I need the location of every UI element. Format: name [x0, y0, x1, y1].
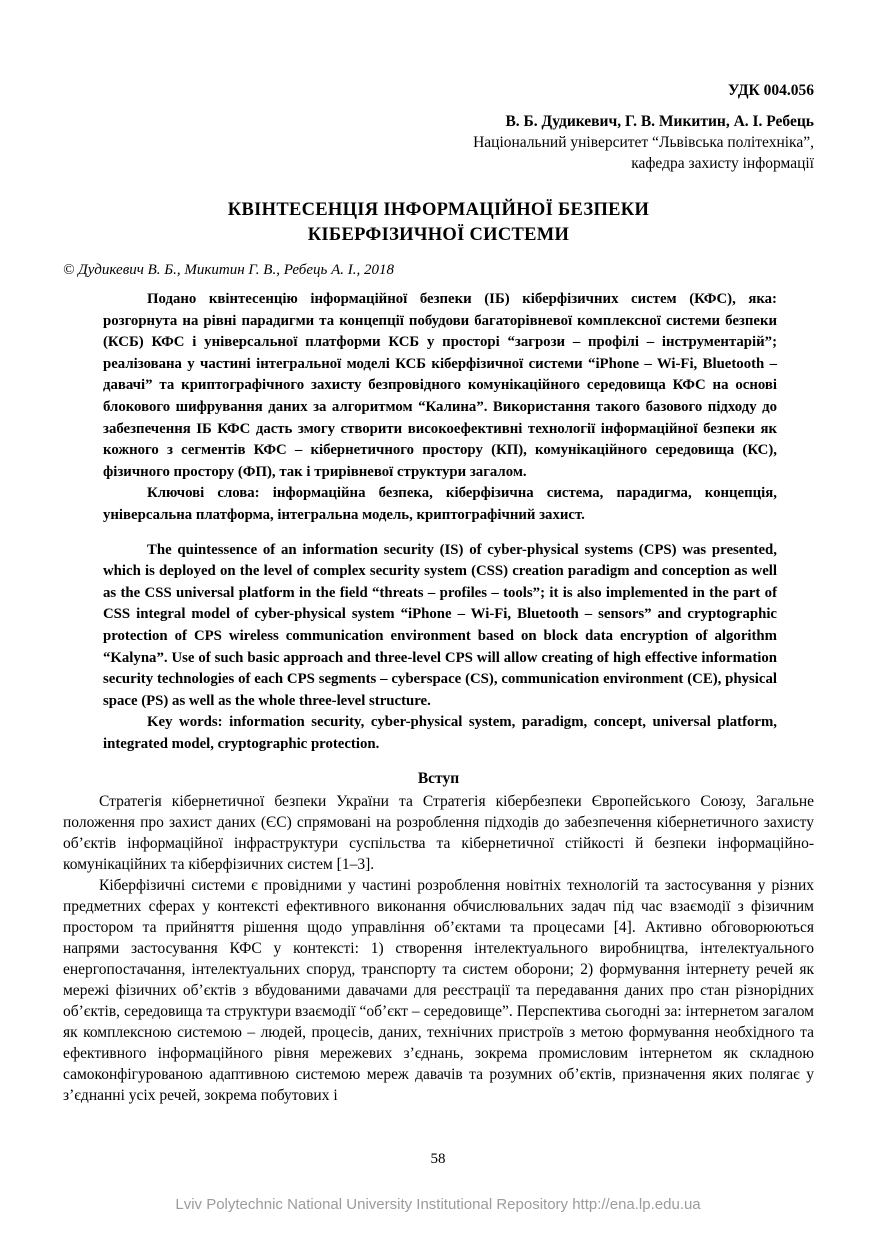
affiliation	[63, 132, 814, 174]
abstract-english	[103, 540, 777, 756]
introduction-text	[63, 791, 814, 1106]
paper-title-line-1: КВІНТЕСЕНЦІЯ ІНФОРМАЦІЙНОЇ БЕЗПЕКИ	[227, 200, 650, 220]
copyright-line: © Дудикевич В. Б., Микитин Г. В., Ребець А. І., 2018	[63, 262, 394, 278]
introduction-paragraph-2: Кіберфізичні системи є провідними у частині розроблення новітніх технологій та застосування у різних предметних сферах у контексті ефективного виконання обчислювальних задач під час взаємодії з фізичним простором та прийняття рішення щодо управління об’єктами та процесами [4]. Активно обговорюються напрями застосування КФС у контексті: 1) створення інтелектуального виробництва, інтелектуального енергопостачання, інтелектуальних споруд, транспорту та систем оборони; 2) формування інтернету речей як мережі фізичних об’єктів з вбудованими давачами для реєстрації та передавання даних про стан різнорідних об’єктів, середовища та структури взаємодії “об’єкт – середовище”. Перспектива сьогодні за: інтернетом загалом як комплексною системою – людей, процесів, даних, технічних пристроїв з метою формування необхідного та ефективного інформаційного рівня мережевих з’єднань, зокрема промисловим інтернетом як складною самоконфігурованою адаптивною системою мереж давачів та розумних об’єктів, призначення яких полягає у з’єднанні усіх речей, зокрема побутових і	[63, 877, 814, 1105]
repository-footer-note: Lviv Polytechnic National University Institutional Repository http://ena.lp.edu.ua	[175, 1196, 701, 1213]
abstract-english-body: The quintessence of an information security (IS) of cyber-physical systems (CPS) was presented, which is deployed on the level of complex security system (CSS) creation paradigm and conception as well as the CSS universal platform in the field “threats – profiles – tools”; it is also implemented in the part of CSS integral model of cyber-physical system “iPhone – Wi-Fi, Bluetooth – sensors” and cryptographic protection of CPS wireless communication environment based on block data encryption of algorithm “Kalyna”. Use of such basic approach and three-level CPS will allow creating of high effective information security technologies of each CPS segments – cyberspace (CS), communication environment (CE), physical space (PS) as well as the whole three-level structure.	[103, 541, 777, 709]
abstract-english-keywords: Key words: information security, cyber-physical system, paradigm, concept, universal platform, integrated model, cryptographic protection.	[103, 714, 777, 752]
section-heading-introduction: Вступ	[417, 770, 460, 788]
affiliation-line-2: кафедра захисту інформації	[631, 155, 814, 172]
paper-title	[63, 198, 814, 248]
udc-code: УДК 004.056	[728, 82, 814, 99]
abstract-ukrainian	[103, 289, 777, 527]
affiliation-line-1: Національний університет “Львівська політехніка”,	[473, 134, 814, 151]
paper-title-line-2: КІБЕРФІЗИЧНОЇ СИСТЕМИ	[307, 225, 570, 245]
introduction-paragraph-1: Стратегія кібернетичної безпеки України та Стратегія кібербезпеки Європейського Союзу, Загальне положення про захист даних (ЄС) спрямовані на розроблення підходів до забезпечення кібернетичного захисту об’єктів інформаційної інфраструктури суспільства та кібернетичної стійкості й безпеки інформаційно-комунікаційних та кіберфізичних систем [1–3].	[63, 793, 814, 874]
authors-line: В. Б. Дудикевич, Г. В. Микитин, А. І. Ребець	[505, 113, 814, 130]
abstract-ukrainian-body: Подано квінтесенцію інформаційної безпеки (ІБ) кіберфізичних систем (КФС), яка: розгорнута на рівні парадигми та концепції побудови багаторівневої комплексної системи безпеки (КСБ) КФС і універсальної платформи КСБ у просторі “загрози – профілі – інструментарій”; реалізована у частині інтегральної моделі КСБ кіберфізичної системи “iPhone – Wi-Fi, Bluetooth – давачі” та криптографічного захисту безпровідного комунікаційного середовища КФС на основі блокового шифрування даних за алгоритмом “Калина”. Використання такого базового підходу до забезпечення ІБ КФС дасть змогу створити високоефективні технології інформаційної безпеки як кожного з сегментів КФС – кібернетичного простору (КП), комунікаційного середовища (КС), фізичного простору (ФП), так і трирівневої структури загалом.	[103, 291, 777, 480]
page-number: 58	[430, 1151, 446, 1167]
abstract-ukrainian-keywords: Ключові слова: інформаційна безпека, кіберфізична система, парадигма, концепція, універсальна платформа, інтегральна модель, криптографічний захист.	[103, 485, 777, 523]
